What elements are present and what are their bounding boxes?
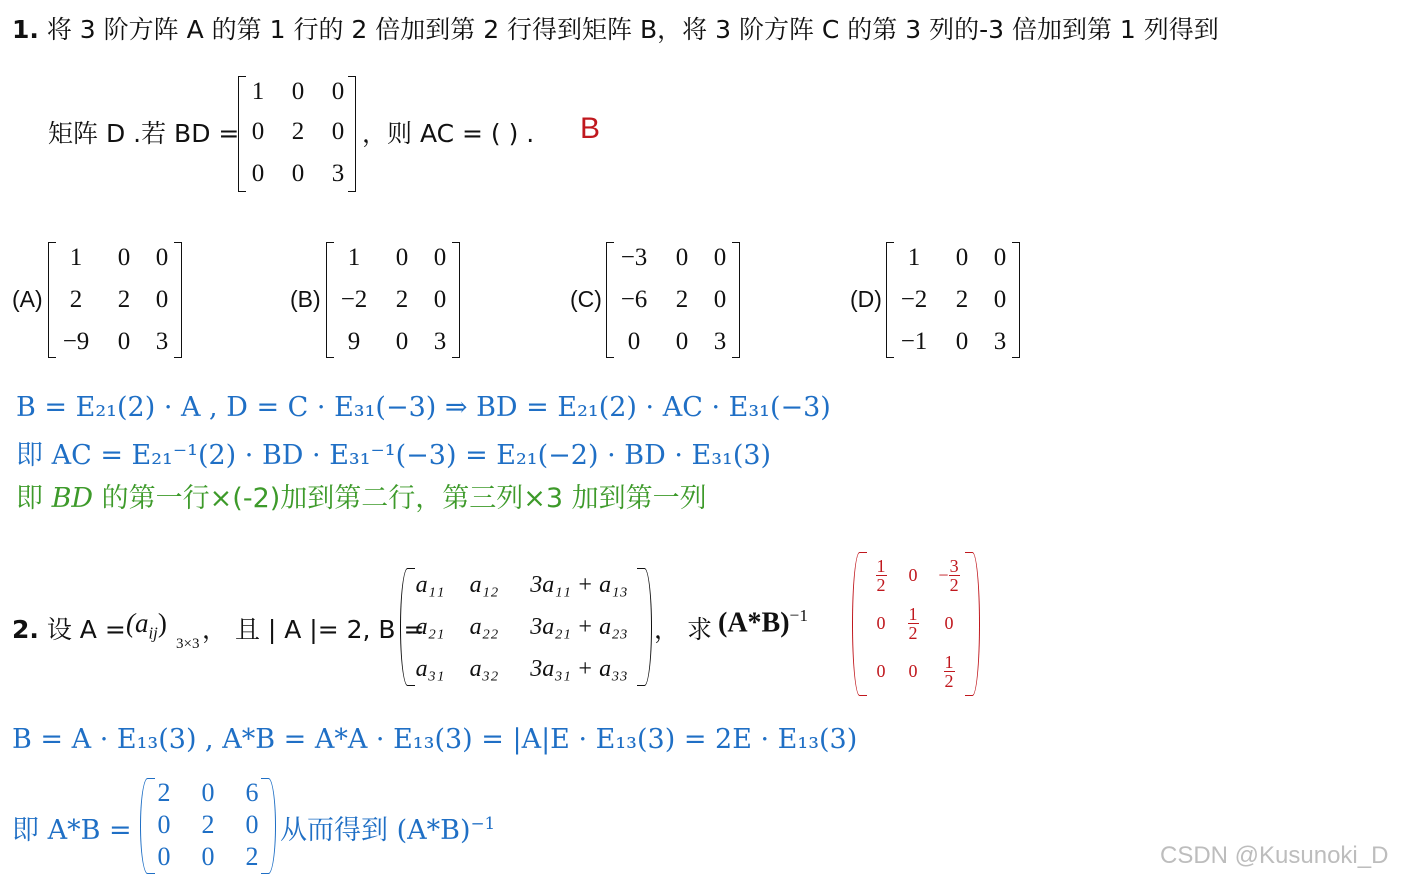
matrix-cell: a₁₂	[469, 572, 499, 598]
matrix-cell: 0	[955, 244, 969, 271]
matrix-cell: 2	[117, 286, 131, 313]
matrix-cell: 1	[347, 244, 361, 271]
problem2-mid: ， 且 | A |= 2, B =	[202, 615, 425, 644]
matrix-cell: 3	[433, 328, 447, 355]
matrix-cell: 3a₃₁ + a₃₃	[530, 656, 628, 682]
matrix-cell: 2	[201, 810, 215, 839]
ask-exp: −1	[789, 606, 809, 625]
problem2-ask-expr	[718, 606, 808, 639]
matrix-cell: 3	[713, 328, 727, 355]
option-matrix	[886, 242, 1020, 360]
matrix-cell: 0	[675, 328, 689, 355]
solution-matrix	[140, 778, 276, 876]
matrix-cell: 0	[955, 328, 969, 355]
matrix-cell: 3a₁₁ + a₁₃	[530, 572, 628, 598]
bracket-left	[886, 242, 894, 358]
matrix-cell: 0	[155, 244, 169, 271]
bracket-left	[48, 242, 56, 358]
matrix-cell: 0	[155, 286, 169, 313]
matrix-cell: 0	[201, 778, 215, 807]
matrix-cell: 6	[245, 778, 259, 807]
matrix-cell: 0	[251, 118, 265, 145]
matrix-cell: 0	[201, 842, 215, 871]
matrix-cell: 3	[331, 160, 345, 187]
problem2-dim: 3×3	[176, 636, 200, 652]
matrix-cell: a₂₂	[469, 614, 499, 640]
matrix-cell: 1	[907, 244, 921, 271]
matrix-cell: 0	[993, 244, 1007, 271]
matrix-cell: 0	[331, 78, 345, 105]
ask-expr: (A*B)	[718, 607, 790, 639]
matrix-cell: 0	[433, 244, 447, 271]
matrix-cell: 0	[291, 160, 305, 187]
matrix-cell: 9	[347, 328, 361, 355]
p1-solution-line3	[16, 476, 707, 515]
problem1-line2-prefix: 矩阵 D .若 BD =	[48, 119, 240, 148]
matrix-cell: 0	[713, 286, 727, 313]
matrix-cell: 2	[675, 286, 689, 313]
answer-matrix	[852, 552, 980, 698]
matrix-cell: 2	[157, 778, 171, 807]
option-label: (B)	[290, 286, 321, 312]
answer-cell: 0	[908, 660, 918, 681]
problem2-header	[12, 610, 126, 646]
matrix-cell: 1	[251, 78, 265, 105]
matrix-cell: −6	[620, 286, 648, 313]
matrix-cell: 0	[395, 244, 409, 271]
matrix-cell: 3	[993, 328, 1007, 355]
matrix-cell: 0	[675, 244, 689, 271]
matrix-cell: 0	[993, 286, 1007, 313]
sol-suffix: 从而得到 (A*B)	[280, 815, 471, 846]
sol-exp: −1	[470, 813, 496, 833]
answer-cell: 0	[876, 660, 886, 681]
matrix-cell: 0	[157, 810, 171, 839]
matrix-cell: a₃₂	[469, 656, 499, 682]
problem2-aij	[126, 608, 167, 643]
answer-paren-right	[965, 552, 980, 696]
matrix-cell: a₃₁	[415, 656, 445, 682]
matrix-cell: 3a₂₁ + a₂₃	[530, 614, 628, 640]
aij-sub: ij	[148, 623, 158, 643]
p1-solution-line1: B = E₂₁(2) · A , D = C · E₃₁(−3) ⇒ BD = E₂₁(2) · AC · E₃₁(−3)	[16, 392, 831, 423]
paren-right	[637, 568, 652, 686]
problem1-answer: B	[580, 112, 601, 145]
matrix-cell: a₂₁	[415, 614, 445, 640]
option-label: (C)	[570, 286, 602, 312]
matrix-cell: 0	[117, 328, 131, 355]
answer-cell: $\frac{1}{2}$	[908, 603, 918, 643]
watermark: CSDN @Kusunoki_D	[1160, 842, 1389, 869]
bracket-left	[326, 242, 334, 358]
problem1-line2-suffix: ，则 AC = ( ) .	[362, 119, 535, 148]
matrix-cell: a₁₁	[415, 572, 445, 598]
b-matrix	[400, 568, 652, 688]
matrix-cell: 0	[627, 328, 641, 355]
answer-cell: 0	[944, 612, 954, 633]
matrix-cell: 2	[245, 842, 259, 871]
problem1-header	[12, 10, 1219, 46]
matrix-cell: 0	[291, 78, 305, 105]
matrix-cell: −2	[900, 286, 928, 313]
p2-solution-line2-suffix	[280, 808, 495, 847]
p1-solution-line3-prefix: 即	[16, 483, 52, 514]
problem1-statement-line1: 将 3 阶方阵 A 的第 1 行的 2 倍加到第 2 行得到矩阵 B，将 3 阶方阵 C 的第 3 列的-3 倍加到第 1 列得到	[46, 15, 1219, 44]
bd-matrix	[238, 76, 356, 192]
option-matrix	[326, 242, 460, 360]
matrix-cell: 0	[395, 328, 409, 355]
matrix-cell: 2	[69, 286, 83, 313]
matrix-cell: 3	[155, 328, 169, 355]
p1-solution-line3-bd: BD	[51, 483, 94, 514]
p2-solution-line1: B = A · E₁₃(3) , A*B = A*A · E₁₃(3) = |A|E · E₁₃(3) = 2E · E₁₃(3)	[12, 724, 858, 755]
matrix-cell: −3	[620, 244, 648, 271]
matrix-cell: 0	[245, 810, 259, 839]
matrix-cell: 1	[69, 244, 83, 271]
bracket-left	[606, 242, 614, 358]
matrix-cell: 0	[713, 244, 727, 271]
answer-cell: 0	[908, 564, 918, 585]
aij-close: )	[157, 608, 167, 638]
matrix-cell: 0	[157, 842, 171, 871]
matrix-cell: −9	[62, 328, 90, 355]
p2-solution-line2-prefix: 即 A*B =	[12, 815, 132, 846]
problem2-number: 2.	[12, 615, 39, 644]
matrix-cell: 2	[955, 286, 969, 313]
matrix-cell: −2	[340, 286, 368, 313]
answer-cell: $\frac{1}{2}$	[876, 555, 886, 595]
matrix-cell: 0	[433, 286, 447, 313]
matrix-cell: 0	[117, 244, 131, 271]
problem2-prefix: 设 A =	[46, 615, 126, 644]
option-matrix	[606, 242, 740, 360]
problem1-number: 1.	[12, 15, 39, 44]
matrix-cell: 0	[251, 160, 265, 187]
option-label: (A)	[12, 286, 43, 312]
aij-open: (a	[126, 608, 149, 638]
problem2-ask: ， 求	[654, 615, 712, 644]
matrix-cell: 2	[395, 286, 409, 313]
answer-cell: 0	[876, 612, 886, 633]
answer-cell: $\frac{1}{2}$	[944, 651, 954, 691]
matrix-cell: 0	[331, 118, 345, 145]
option-matrix	[48, 242, 182, 360]
p1-solution-line2: 即 AC = E₂₁⁻¹(2) · BD · E₃₁⁻¹(−3) = E₂₁(−2) · BD · E₃₁(3)	[16, 440, 772, 471]
answer-cell: − $\frac{3}{2}$	[938, 555, 959, 595]
option-label: (D)	[850, 286, 882, 312]
matrix-cell: −1	[900, 328, 928, 355]
p1-solution-line3-suffix: 的第一行×(-2)加到第二行，第三列×3 加到第一列	[93, 483, 707, 514]
matrix-cell: 2	[291, 118, 305, 145]
